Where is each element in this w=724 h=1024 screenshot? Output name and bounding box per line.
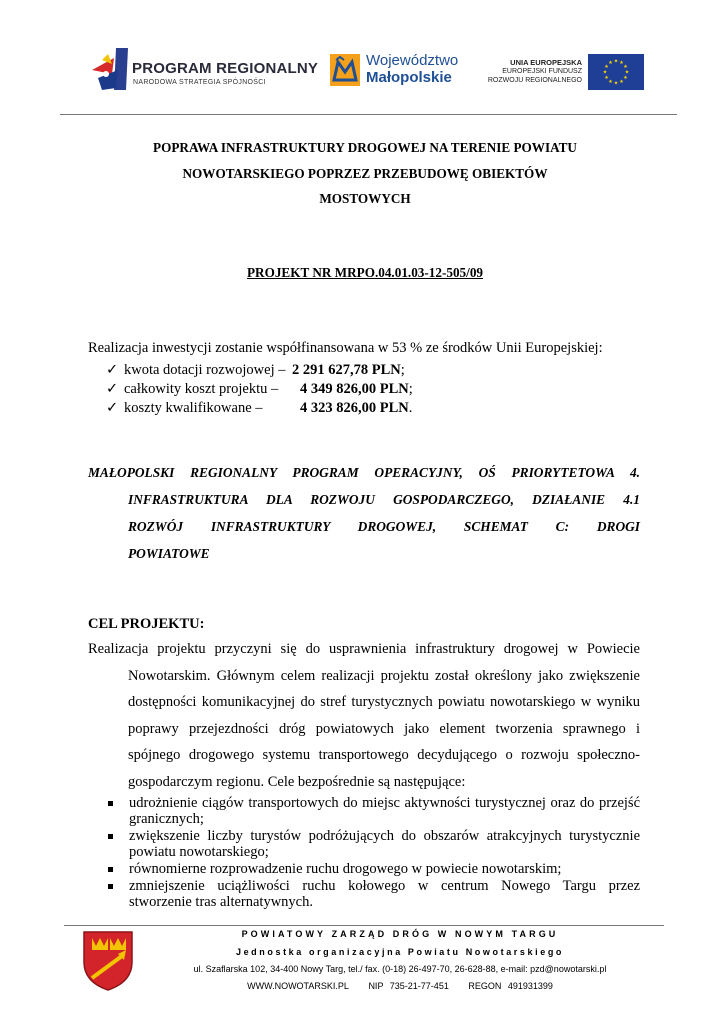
goal-heading: CEL PROJEKTU:: [88, 616, 205, 632]
footer-address: ul. Szaflarska 102, 34-400 Nowy Targ, tel./ fax. (0-18) 26-497-70, 26-628-88, e-mail: pzd@nowotarski.pl: [193, 964, 607, 974]
eu-star-icon: ★: [613, 81, 619, 87]
goal-bullet: udrożnienie ciągów transportowych do miejsc aktywności turystycznej oraz do przejść granicznych;: [108, 795, 640, 827]
checkmark-icon: ✓: [106, 400, 119, 416]
region-name-line2: Małopolskie: [366, 69, 452, 86]
footer-divider: [64, 925, 664, 926]
program-subtitle: NARODOWA STRATEGIA SPÓJNOŚCI: [133, 79, 266, 86]
eu-star-icon: ★: [604, 76, 609, 81]
title-line1: POPRAWA INFRASTRUKTURY DROGOWEJ NA TERENIE POWIATU: [153, 140, 577, 155]
eu-star-icon: ★: [619, 80, 624, 86]
goal-paragraph: Realizacja projektu przyczyni się do usprawnienia infrastruktury drogowej w Powiecie Nowotarskim. Głównym celem realizacji projektu został określony jako zwiększenie dostępności komunikacyjnej do stref turystycznych powiatu nowotarskiego w wyniku poprawy przejezdności dróg powiatowych jako element tworzenia sprawnego i spójnego drogowego systemu transportowego decydującego o rozwoju społeczno- gospodarczym regionu. Cele bezpośrednie są następujące:: [88, 641, 640, 790]
title-line2: NOWOTARSKIEGO POPRZEZ PRZEBUDOWĘ OBIEKTÓW: [182, 166, 548, 181]
region-name-line1: Województwo: [366, 52, 459, 69]
project-number: PROJEKT NR MRPO.04.01.03-12-505/09: [246, 265, 484, 280]
goal-bullet: zwiększenie liczby turystów podróżujących do obszarów atrakcyjnych turystycznie powiatu nowotarskiego;: [108, 828, 640, 860]
goal-bullet: zmniejszenie uciążliwości ruchu kołowego w centrum Nowego Targu przez stworzenie tras alternatywnych.: [108, 878, 640, 910]
eu-star-icon: ★: [623, 65, 628, 70]
title-line3: MOSTOWYCH: [319, 191, 411, 206]
financing-item: ✓ całkowity koszt projektu – 4 349 826,00 PLN;: [106, 381, 413, 397]
program-name: PROGRAM REGIONALNY: [132, 60, 319, 77]
footer-unit: Jednostka organizacyjna Powiatu Nowotarskiego: [235, 947, 565, 957]
eu-flag-icon: [588, 54, 644, 90]
program-description: MAŁOPOLSKI REGIONALNY PROGRAM OPERACYJNY, OŚ PRIORYTETOWA 4. INFRASTRUKTURA DLA ROZWOJU GOSPODARCZEGO, DZIAŁANIE 4.1 ROZWÓJ INFRASTRUKTURY DROGOWEJ, SCHEMAT C: DROGI POWIATOWE: [88, 465, 640, 561]
bullet-icon: [108, 834, 113, 839]
checkmark-icon: ✓: [106, 381, 119, 397]
footer-organization: POWIATOWY ZARZĄD DRÓG W NOWYM TARGU: [241, 929, 559, 939]
county-crest-icon: [78, 928, 138, 992]
financing-item: ✓ koszty kwalifikowane – 4 323 826,00 PLN.: [106, 400, 413, 416]
eu-star-icon: ★: [619, 60, 624, 66]
bullet-icon: [108, 884, 113, 889]
bullet-icon: [108, 867, 113, 872]
footer-regon: REGON 491931399: [468, 981, 553, 991]
goal-bullet: równomierne rozprowadzenie ruchu drogowego w powiecie nowotarskim;: [108, 861, 640, 877]
footer-registry: [140, 981, 660, 991]
financing-item: ✓ kwota dotacji rozwojowej – 2 291 627,78 PLN;: [106, 362, 405, 378]
eu-star-icon: ★: [624, 70, 630, 76]
eu-line1: UNIA EUROPEJSKA: [510, 58, 582, 67]
eu-line3: ROZWOJU REGIONALNEGO: [487, 77, 582, 84]
eu-star-icon: ★: [613, 59, 619, 65]
eu-fund-text: [488, 58, 582, 85]
header-divider: [60, 114, 677, 115]
footer-nip: NIP 735-21-77-451: [368, 981, 449, 991]
eu-line2: EUROPEJSKI FUNDUSZ: [502, 68, 582, 75]
malopolska-crest-icon: [330, 54, 360, 86]
eu-star-icon: ★: [608, 60, 613, 66]
eu-star-icon: ★: [602, 70, 608, 76]
financing-intro: Realizacja inwestycji zostanie współfinansowana w 53 % ze środków Unii Europejskiej:: [88, 340, 603, 356]
checkmark-icon: ✓: [106, 362, 119, 378]
eu-star-icon: ★: [604, 65, 609, 70]
eu-star-icon: ★: [608, 80, 613, 86]
footer-www[interactable]: WWW.NOWOTARSKI.PL: [247, 981, 349, 991]
eu-star-icon: ★: [623, 76, 628, 81]
bullet-icon: [108, 801, 113, 806]
